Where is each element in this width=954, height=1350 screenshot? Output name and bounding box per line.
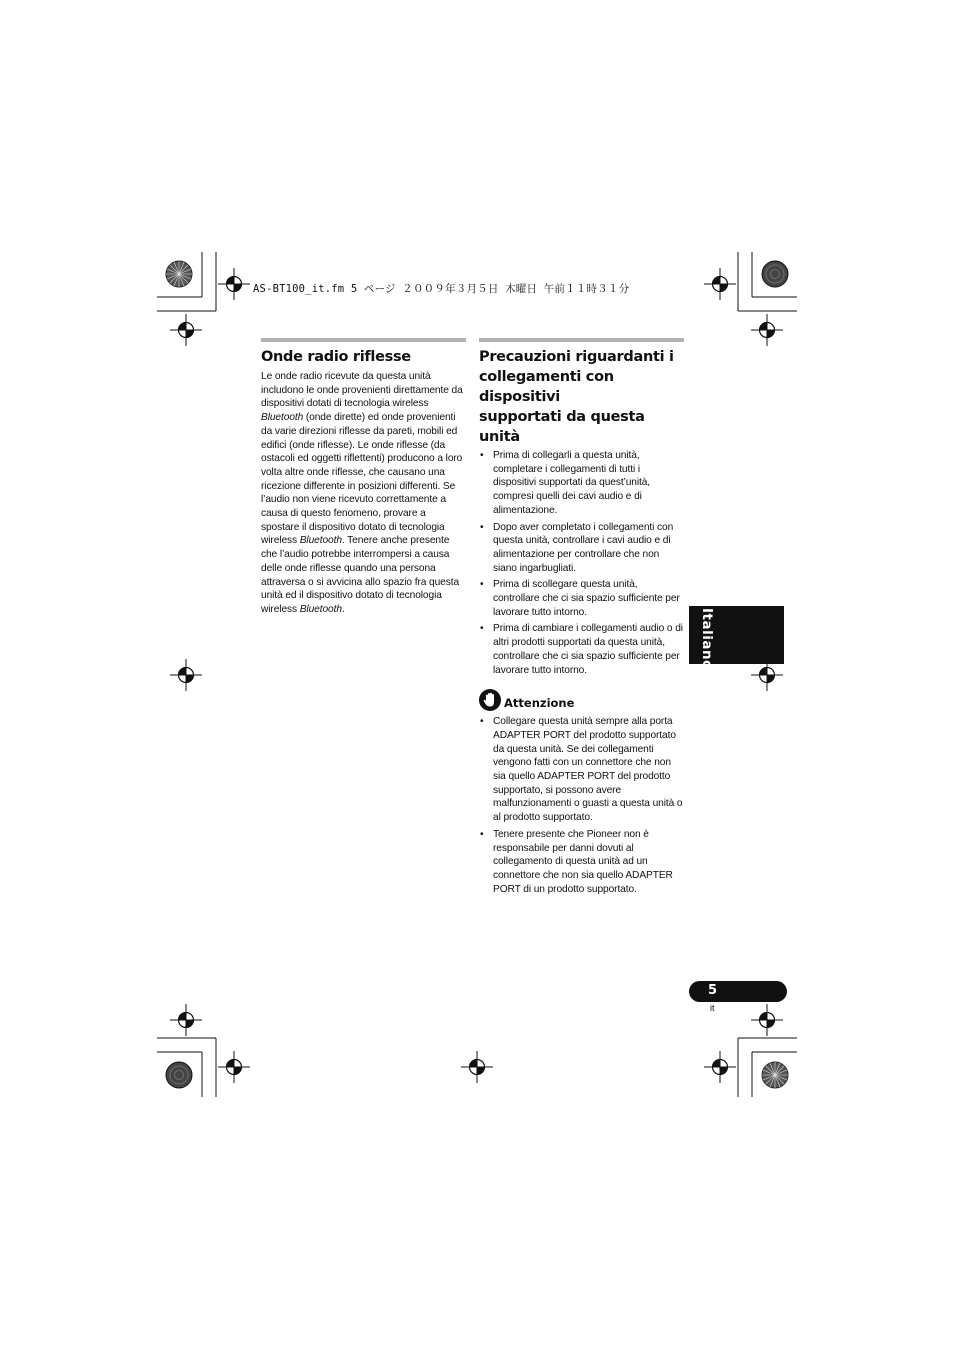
right-column — [479, 338, 684, 899]
language-tab — [689, 606, 784, 670]
precautions-list — [479, 449, 684, 677]
list-item: • Prima di cambiare i collegamenti audio o di altri prodotti supportati da questa unità, controllare che ci sia spazio sufficiente per lavorare tutto intorno. — [480, 623, 683, 676]
list-item: • Dopo aver completato i collegamenti con questa unità, controllare i cavi audio e di alimentazione per controllare che non siano ingarbugliati. — [480, 521, 674, 574]
section-title: Precauzioni riguardanti i collegamenti con dispositivi supportati da questa unità — [479, 349, 674, 445]
page-number: 5 — [708, 983, 718, 998]
caution-list — [479, 715, 684, 896]
hand-stop-icon — [479, 689, 501, 711]
section-title: Onde radio riflesse — [261, 349, 411, 365]
caution-heading — [479, 689, 684, 711]
list-item: • Prima di collegarli a questa unità, completare i collegamenti di tutti i dispositivi supportati da quest’unità, compresi quelli dei cavi audio e di alimentazione. — [480, 450, 651, 516]
list-item: • Prima di scollegare questa unità, controllare che ci sia spazio sufficiente per lavorare tutto intorno. — [480, 579, 680, 618]
language-code: it — [710, 1003, 715, 1013]
list-item: • Collegare questa unità sempre alla porta ADAPTER PORT del prodotto supportato da questa unità. Se dei collegamenti vengono fatti con un connettore che non sia quello ADAPTER PORT del prodotto supportato, si possono avere malfunzionamenti o guasti a questa unità o al prodotto supportato. — [480, 716, 683, 824]
caution-title: Attenzione — [504, 696, 575, 711]
language-tab-label: Italiano — [699, 608, 715, 670]
print-header: AS-BT100_it.fm 5 ページ ２００９年３月５日 木曜日 午前１１時３１分 — [253, 283, 630, 295]
body-paragraph: Le onde radio ricevute da questa unità includono le onde provenienti direttamente da dispositivi dotati di tecnologia wireless Bluetooth (onde dirette) ed onde provenienti da varie direzioni riflesse da pareti, mobili ed edifici (onde riflesse). Le onde riflesse (da ostacoli ed oggetti riflettenti) producono a loro volta altre onde riflesse, che causano una ricezione differente in posizioni differenti. Se l’audio non viene ricevuto correttamente a causa di questo fenomeno, provare a spostare il dispositivo dotato di tecnologia wireless Bluetooth. Tenere anche presente che l’audio potrebbe interrompersi a causa delle onde riflesse quando una persona attraversa o si avvicina allo spazio fra questa unità ed il dispositivo dotato di tecnologia wireless Bluetooth. — [261, 371, 463, 615]
page-number-badge — [689, 981, 787, 1002]
section-rule — [479, 338, 684, 342]
left-column — [261, 338, 466, 617]
section-rule — [261, 338, 466, 342]
list-item: • Tenere presente che Pioneer non è responsabile per danni dovuti al collegamento di questa unità ad un connettore che non sia quello ADAPTER PORT di un prodotto supportato. — [480, 828, 673, 895]
